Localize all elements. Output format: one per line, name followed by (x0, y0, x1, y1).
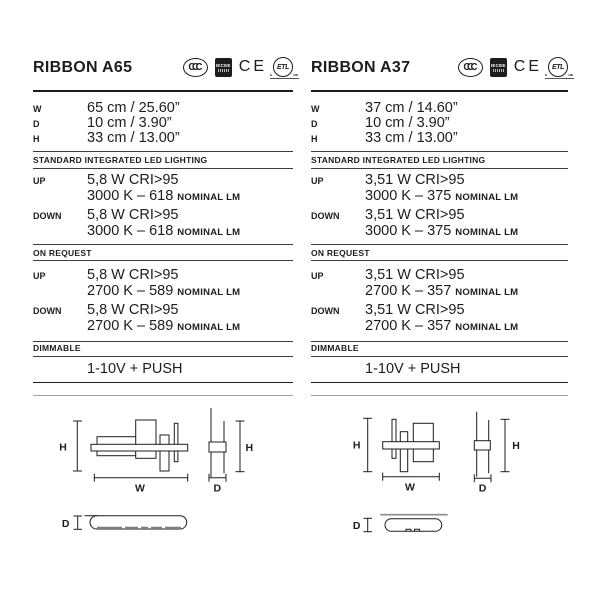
side-view-drawing (209, 408, 245, 482)
lumen-unit: NOMINAL LM (177, 286, 241, 298)
width-label: W (135, 482, 145, 495)
width-label: W (405, 481, 415, 494)
spec-row-down (311, 207, 568, 239)
ccc-mark-icon (458, 58, 483, 77)
dimension-row (33, 101, 293, 116)
direction-label: DOWN (311, 211, 340, 221)
spec-row-down (33, 207, 293, 239)
divider (33, 151, 293, 152)
height-label: H (352, 439, 361, 452)
technical-drawings-a37 (311, 400, 568, 600)
depth-label: D (213, 482, 222, 495)
divider (311, 382, 568, 384)
divider (311, 90, 568, 92)
standard-led-specs (33, 172, 293, 239)
dimension-row (33, 131, 293, 146)
kelvin-lumen-value: 2700 K – 357 (365, 282, 452, 299)
certification-marks (183, 57, 298, 77)
spec-row-up (311, 267, 568, 299)
lumen-unit: NOMINAL LM (177, 321, 241, 333)
height-label: H (59, 441, 67, 454)
ce-mark-icon: CE (238, 58, 267, 75)
divider (311, 244, 568, 245)
kelvin-lumen-value: 3000 K – 618 (87, 188, 174, 204)
direction-label: UP (33, 270, 46, 281)
direction-label: UP (33, 176, 46, 186)
spec-row-down (311, 302, 568, 334)
kelvin-lumen-value: 2700 K – 589 (87, 317, 174, 334)
etl-us-label: us (568, 72, 573, 77)
product-panel-a37 (311, 0, 573, 600)
wattage-value: 3,51 W CRI>95 (365, 172, 465, 188)
lumen-unit: NOMINAL LM (177, 227, 241, 238)
lumen-unit: NOMINAL LM (455, 321, 519, 333)
front-view-drawing (73, 420, 188, 482)
ce-mark-icon: CE (513, 58, 542, 75)
dimension-row (311, 131, 568, 146)
direction-label: DOWN (33, 211, 62, 221)
on-request-specs (311, 267, 568, 334)
divider (311, 356, 568, 357)
dimension-row (311, 116, 568, 131)
wattage-value: 3,51 W CRI>95 (365, 301, 465, 318)
wattage-value: 3,51 W CRI>95 (365, 207, 465, 223)
depth-label: D (478, 482, 487, 495)
iecee-mark-icon (490, 58, 507, 77)
dimension-row (33, 116, 293, 131)
dimmable-value: 1-10V + PUSH (87, 361, 183, 377)
etl-label: ETL (276, 63, 290, 71)
lumen-unit: NOMINAL LM (177, 192, 241, 203)
dim-label: H (33, 133, 40, 144)
dim-label: W (311, 103, 320, 114)
wattage-value: 5,8 W CRI>95 (87, 266, 179, 283)
dim-value: 33 cm / 13.00” (87, 129, 180, 146)
etl-mark-icon (545, 57, 573, 77)
kelvin-lumen-value: 2700 K – 589 (87, 282, 174, 299)
dim-value: 37 cm / 14.60” (365, 99, 458, 116)
dimension-row (311, 101, 568, 116)
ccc-mark-icon (183, 58, 208, 77)
section-header-dimmable: DIMMABLE (311, 343, 359, 353)
section-header-on-request: ON REQUEST (311, 247, 370, 258)
product-panel-a65 (33, 0, 298, 600)
etl-c-label: c (270, 72, 273, 77)
section-header-dimmable: DIMMABLE (33, 343, 81, 353)
wattage-value: 5,8 W CRI>95 (87, 207, 179, 223)
divider (311, 260, 568, 261)
lumen-unit: NOMINAL LM (455, 192, 519, 203)
etl-us-label: us (293, 72, 298, 77)
dim-label: W (33, 103, 42, 114)
spec-row-up (311, 172, 568, 204)
section-header-standard-led: STANDARD INTEGRATED LED LIGHTING (33, 155, 208, 165)
ccc-label: CCC (463, 61, 475, 73)
height-label: H (512, 440, 520, 452)
divider (311, 151, 568, 152)
on-request-specs (33, 267, 293, 334)
divider (33, 90, 293, 92)
divider (33, 260, 293, 261)
direction-label: UP (311, 176, 324, 186)
technical-drawings-a65 (33, 400, 293, 600)
bottom-view-drawing (364, 515, 448, 532)
divider (33, 382, 293, 384)
dim-value: 10 cm / 3.90” (365, 114, 450, 131)
bottom-view-drawing (74, 516, 187, 530)
dimmable-value: 1-10V + PUSH (365, 361, 461, 377)
kelvin-lumen-value: 2700 K – 357 (365, 317, 452, 334)
dim-value: 33 cm / 13.00” (365, 129, 458, 146)
direction-label: UP (311, 270, 324, 281)
lumen-unit: NOMINAL LM (455, 227, 519, 238)
section-header-standard-led: STANDARD INTEGRATED LED LIGHTING (311, 155, 486, 165)
dim-value: 65 cm / 25.60” (87, 99, 180, 116)
direction-label: DOWN (311, 305, 340, 316)
iecee-label: IECEE (490, 62, 506, 68)
divider (311, 168, 568, 169)
side-view-drawing (474, 412, 509, 483)
spec-row-up (33, 172, 293, 204)
dim-label: H (311, 133, 318, 144)
kelvin-lumen-value: 3000 K – 375 (365, 188, 452, 204)
dim-label: D (33, 118, 40, 129)
dimension-labels (353, 440, 520, 533)
spec-row-up (33, 267, 293, 299)
height-label: H (245, 441, 254, 454)
spec-row-down (33, 302, 293, 334)
product-header (33, 54, 298, 80)
section-header-on-request: ON REQUEST (33, 247, 92, 258)
wattage-value: 5,8 W CRI>95 (87, 172, 179, 188)
divider (33, 244, 293, 245)
divider (311, 395, 568, 396)
depth-label: D (352, 520, 361, 532)
product-header (311, 54, 573, 80)
product-title: RIBBON A37 (311, 59, 411, 76)
depth-label: D (61, 518, 70, 530)
iecee-mark-icon (215, 58, 232, 77)
etl-label: ETL (551, 63, 565, 71)
etl-mark-icon (270, 57, 298, 77)
certification-marks (458, 57, 573, 77)
kelvin-lumen-value: 3000 K – 375 (365, 223, 452, 239)
divider (33, 356, 293, 357)
dim-value: 10 cm / 3.90” (87, 114, 172, 131)
ccc-label: CCC (188, 61, 200, 73)
front-view-drawing (363, 418, 439, 480)
lumen-unit: NOMINAL LM (455, 286, 519, 298)
product-title: RIBBON A65 (33, 59, 133, 76)
dimensions-table (311, 101, 568, 146)
etl-c-label: c (545, 72, 548, 77)
dim-label: D (311, 118, 318, 129)
direction-label: DOWN (33, 305, 62, 316)
iecee-label: IECEE (215, 62, 231, 68)
divider (33, 168, 293, 169)
wattage-value: 5,8 W CRI>95 (87, 301, 179, 318)
kelvin-lumen-value: 3000 K – 618 (87, 223, 174, 239)
standard-led-specs (311, 172, 568, 239)
divider (33, 395, 293, 396)
dimensions-table (33, 101, 293, 146)
wattage-value: 3,51 W CRI>95 (365, 266, 465, 283)
